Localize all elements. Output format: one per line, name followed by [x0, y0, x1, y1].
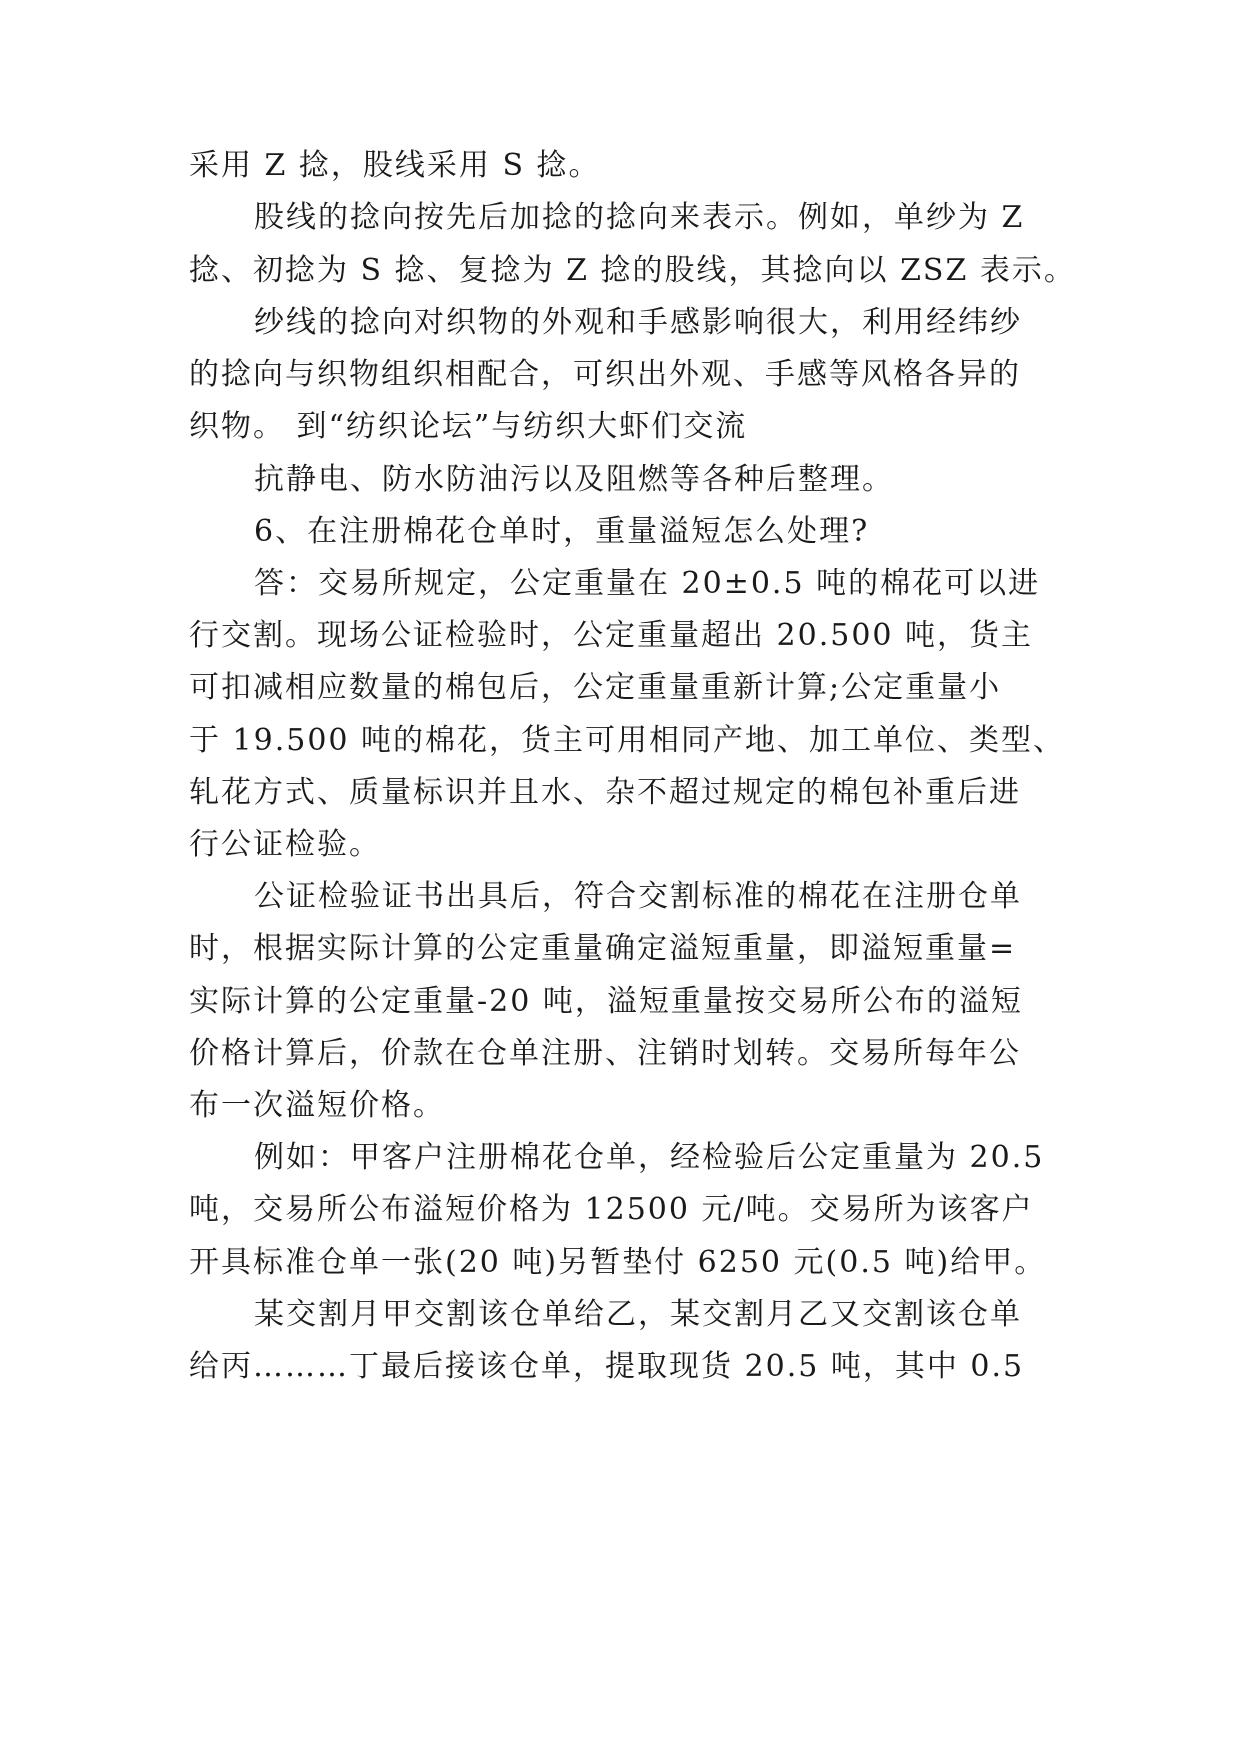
text-line: 的捻向与织物组织相配合，可织出外观、手感等风格各异的 [189, 357, 1021, 392]
text-line: 捻、初捻为 S 捻、复捻为 Z 捻的股线，其捻向以 ZSZ 表示。 [189, 253, 1076, 288]
text-line: 答：交易所规定，公定重量在 20±0.5 吨的棉花可以进 [254, 566, 1041, 601]
text-line: 例如：甲客户注册棉花仓单，经检验后公定重量为 20.5 [254, 1140, 1045, 1175]
text-line: 于 19.500 吨的棉花，货主可用相同产地、加工单位、类型、 [189, 723, 1066, 758]
text-line: 股线的捻向按先后加捻的捻向来表示。例如，单纱为 Z [254, 200, 1025, 235]
question-heading: 6、在注册棉花仓单时，重量溢短怎么处理? [254, 514, 870, 549]
text-line: 纱线的捻向对织物的外观和手感影响很大，利用经纬纱 [254, 305, 1022, 340]
text-line: 吨，交易所公布溢短价格为 12500 元/吨。交易所为该客户 [189, 1192, 1034, 1227]
text-line: 轧花方式、质量标识并且水、杂不超过规定的棉包补重后进 [189, 775, 1021, 810]
text-line: 价格计算后，价款在仓单注册、注销时划转。交易所每年公 [189, 1036, 1021, 1071]
text-line: 织物。 到“纺织论坛”与纺织大虾们交流 [189, 409, 748, 444]
text-line: 给丙………丁最后接该仓单，提取现货 20.5 吨，其中 0.5 [189, 1349, 1025, 1384]
text-line: 可扣减相应数量的棉包后，公定重量重新计算;公定重量小 [189, 670, 1002, 705]
text-line: 公证检验证书出具后，符合交割标准的棉花在注册仓单 [254, 879, 1022, 914]
text-line: 行公证检验。 [189, 827, 381, 862]
text-line: 开具标准仓单一张(20 吨)另暂垫付 6250 元(0.5 吨)给甲。 [189, 1245, 1047, 1280]
text-line: 实际计算的公定重量-20 吨，溢短重量按交易所公布的溢短 [189, 984, 1023, 1019]
text-line: 行交割。现场公证检验时，公定重量超出 20.500 吨，货主 [189, 618, 1034, 653]
text-line: 某交割月甲交割该仓单给乙，某交割月乙又交割该仓单 [254, 1297, 1022, 1332]
text-line: 时，根据实际计算的公定重量确定溢短重量，即溢短重量= [189, 931, 1017, 966]
text-line: 抗静电、防水防油污以及阻燃等各种后整理。 [254, 462, 894, 497]
text-line: 布一次溢短价格。 [189, 1088, 445, 1123]
text-line: 采用 Z 捻，股线采用 S 捻。 [189, 148, 601, 183]
